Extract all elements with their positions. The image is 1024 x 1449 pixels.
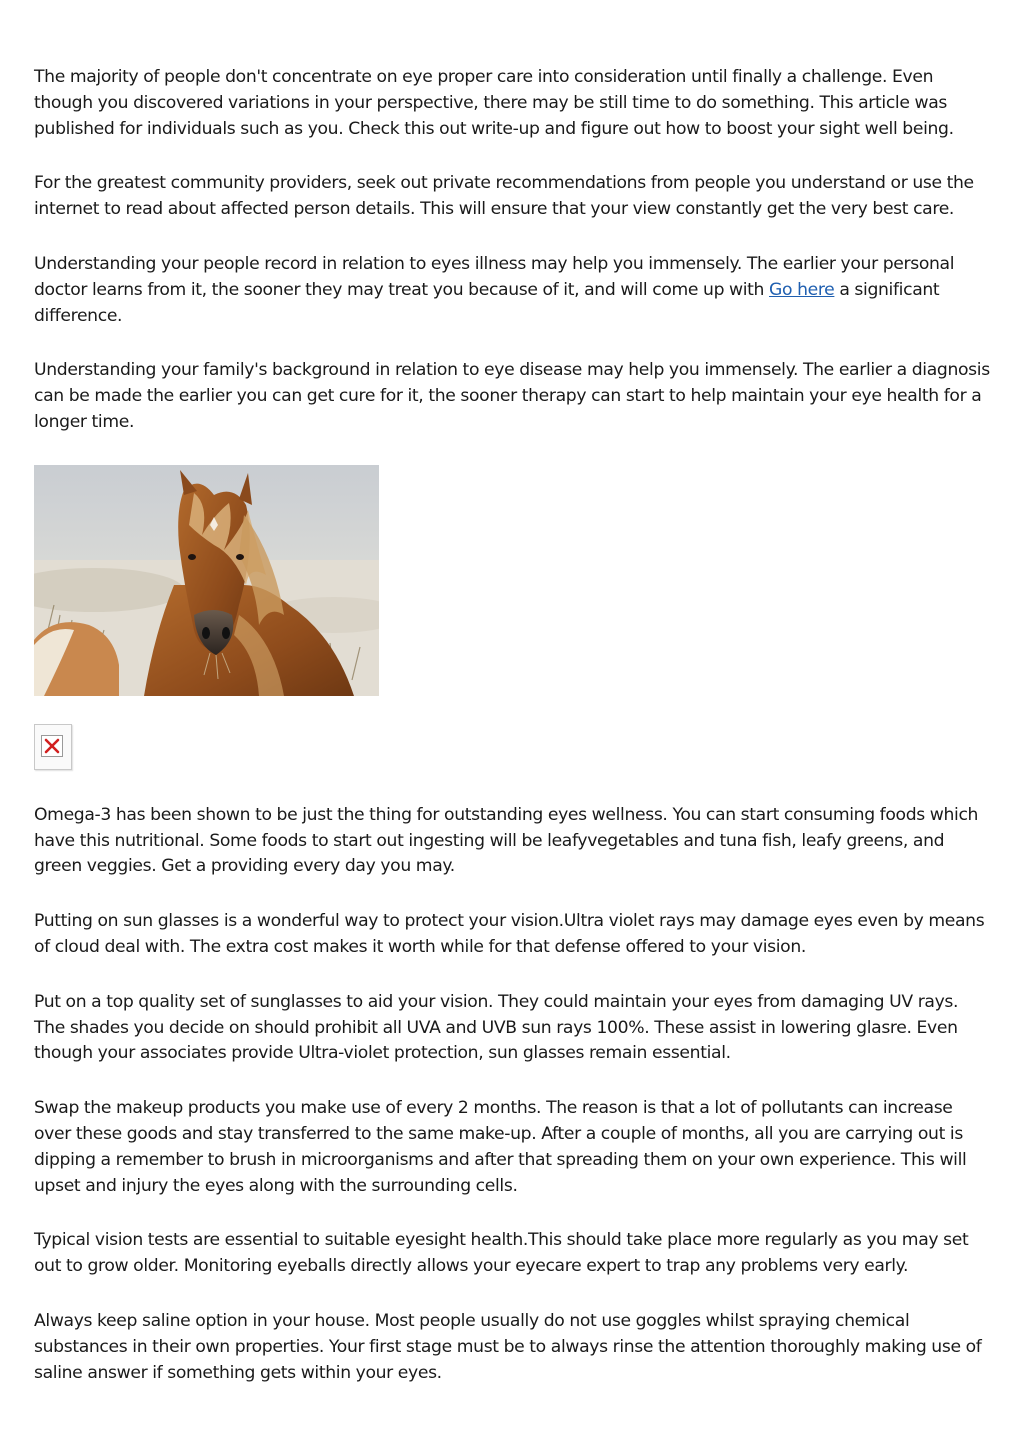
paragraph-records — [34, 252, 992, 329]
horse-photo — [34, 465, 379, 696]
paragraph-records-text-before: Understanding your people record in relation to eyes illness may help you immensely. The earlier your personal doctor learns from it, the sooner they may treat you because of it, and will come up with — [34, 253, 955, 300]
broken-image-icon — [41, 735, 63, 757]
paragraph-intro: The majority of people don't concentrate on eye proper care into consideration until finally a challenge. Even though you discovered variations in your perspective, there may be still time to do something. This article was published for individuals such as you. Check this out write-up and figure out how to boost your sight well being. — [34, 67, 954, 139]
paragraph-vision-tests: Typical vision tests are essential to suitable eyesight health.This should take place more regularly as you may set out to grow older. Monitoring eyeballs directly allows your eyecare expert to trap any problems very early. — [34, 1230, 969, 1277]
paragraph-saline: Always keep saline option in your house. Most people usually do not use goggles whilst spraying chemical substances in their own properties. Your first stage must be to always rinse the attention thoroughly making use of saline answer if something gets within your eyes. — [34, 1310, 982, 1383]
broken-image-placeholder — [34, 724, 72, 770]
paragraph-omega3: Omega-3 has been shown to be just the thing for outstanding eyes wellness. You can start consuming foods which have this nutritional. Some foods to start out ingesting will be leafyvegetables and tuna fish, leafy greens, and green veggies. Get a providing every day you may. — [34, 804, 979, 877]
go-here-link[interactable]: Go here — [769, 279, 835, 300]
paragraph-sunglasses-quality: Put on a top quality set of sunglasses to aid your vision. They could maintain your eyes from damaging UV rays. The shades you decide on should prohibit all UVA and UVB sun rays 100%. These assist in lowering glasre. Even though your associates provide Ultra-violet protection, sun glasses remain essential. — [34, 991, 959, 1064]
paragraph-family-background: Understanding your family's background in relation to eye disease may help you immensely. The earlier a diagnosis can be made the earlier you can get cure for it, the sooner therapy can start to help maintain your eye health for a longer time. — [34, 360, 990, 432]
article-body — [34, 65, 992, 1415]
paragraph-records-text-after: a significant difference. — [34, 279, 940, 326]
paragraph-makeup: Swap the makeup products you make use of every 2 months. The reason is that a lot of pollutants can increase over these goods and stay transferred to the same make-up. After a couple of months, all you are carrying out is dipping a remember to brush in microorganisms and after that spreading them on your own experience. This will upset and injury the eyes along with the surrounding cells. — [34, 1098, 967, 1196]
paragraph-providers: For the greatest community providers, seek out private recommendations from people you understand or use the internet to read about affected person details. This will ensure that your view constantly get the very best care. — [34, 173, 974, 220]
paragraph-sun-glasses: Putting on sun glasses is a wonderful way to protect your vision.Ultra violet rays may damage eyes even by means of cloud deal with. The extra cost makes it worth while for that defense offered to your vision. — [34, 911, 985, 957]
